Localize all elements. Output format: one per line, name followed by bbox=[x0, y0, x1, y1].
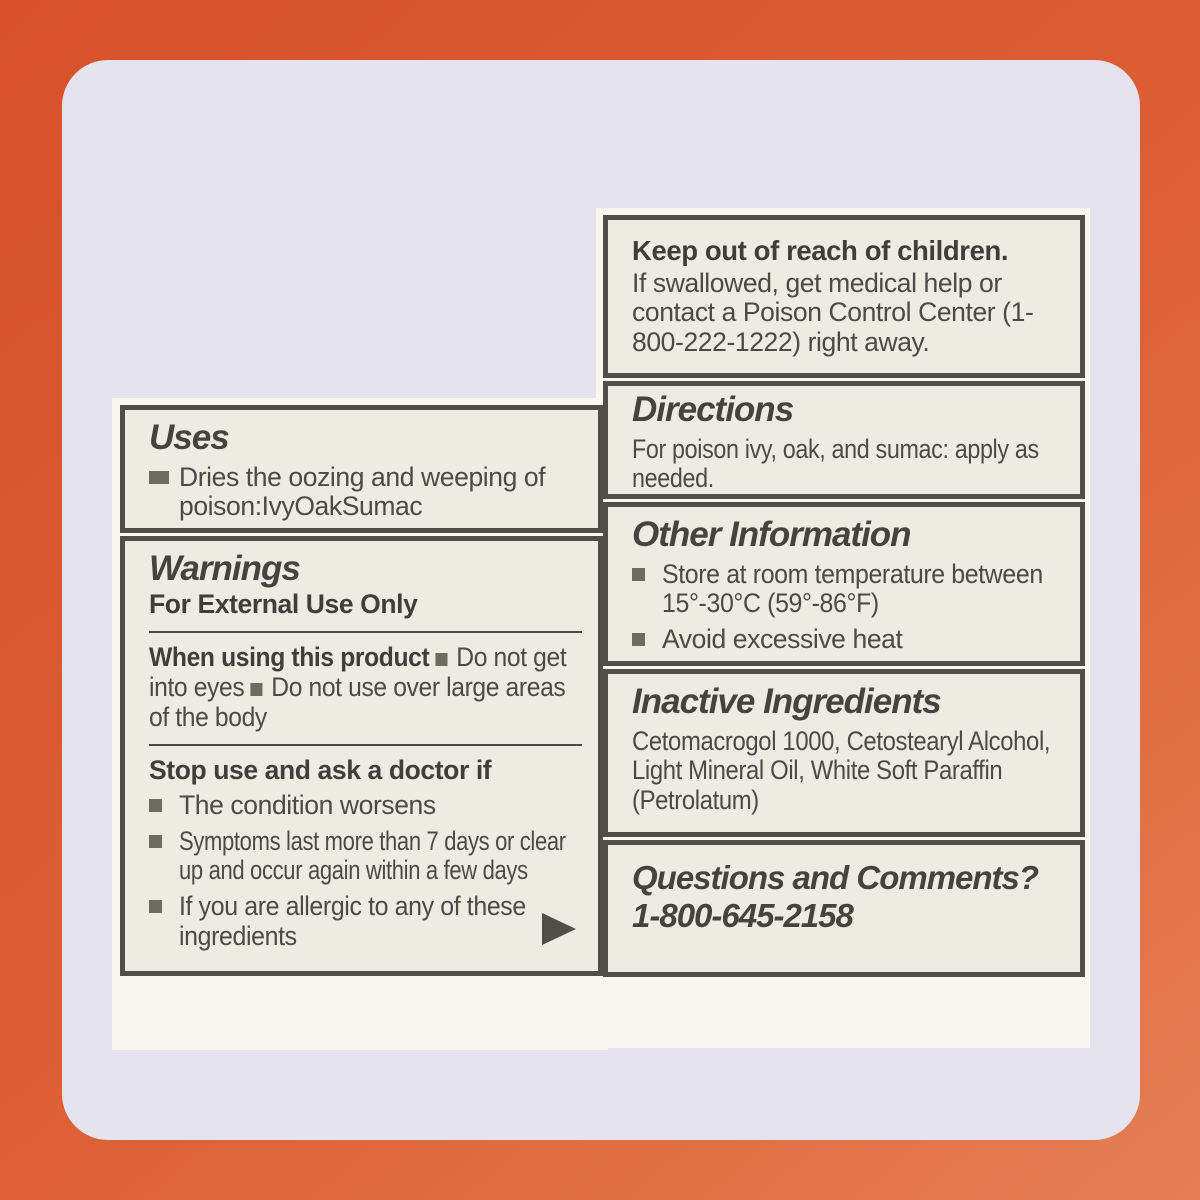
section-keep-out-of-reach bbox=[603, 215, 1085, 378]
stop-use-item-text: If you are allergic to any of these ingredients bbox=[179, 891, 526, 951]
when-using-item: Do not use over large areas of the body bbox=[149, 672, 566, 732]
section-warnings bbox=[120, 536, 603, 976]
continue-arrow-icon bbox=[542, 913, 576, 945]
bullet-square-icon bbox=[632, 568, 645, 581]
stop-use-item bbox=[149, 892, 582, 951]
section-questions-comments bbox=[603, 840, 1085, 977]
directions-heading: Directions bbox=[632, 390, 794, 429]
warnings-heading: Warnings bbox=[149, 549, 300, 588]
uses-heading: Uses bbox=[149, 418, 229, 457]
bullet-square-icon bbox=[251, 683, 263, 696]
uses-bullet-text: Dries the oozing and weeping of poison: bbox=[179, 461, 546, 522]
uses-variant: Oak bbox=[294, 491, 342, 522]
other-information-item bbox=[632, 560, 1064, 619]
other-information-heading: Other Information bbox=[632, 515, 911, 554]
bullet-square-icon bbox=[149, 835, 162, 848]
bullet-square-icon bbox=[632, 633, 645, 646]
keep-out-title: Keep out of reach of children. bbox=[632, 235, 1009, 266]
section-other-information bbox=[603, 502, 1085, 666]
label-right-panel bbox=[603, 215, 1085, 977]
stop-use-item-text: The condition worsens bbox=[179, 790, 436, 821]
stop-use-label: Stop use and ask a doctor if bbox=[149, 755, 492, 786]
bullet-square-icon bbox=[149, 900, 162, 913]
questions-phone-number: 1-800-645-2158 bbox=[632, 897, 853, 935]
inactive-ingredients-heading: Inactive Ingredients bbox=[632, 682, 941, 721]
questions-heading: Questions and Comments? bbox=[632, 859, 1039, 896]
stop-use-item bbox=[149, 827, 582, 886]
when-using-paragraph bbox=[149, 643, 582, 732]
section-uses bbox=[120, 405, 603, 533]
external-use-text: For External Use Only bbox=[149, 588, 418, 619]
other-information-item-text: Avoid excessive heat bbox=[662, 624, 903, 655]
section-inactive-ingredients bbox=[603, 669, 1085, 837]
section-directions bbox=[603, 381, 1085, 499]
when-using-item: Do not get into eyes bbox=[149, 642, 567, 703]
uses-variant: Ivy bbox=[261, 491, 295, 522]
divider bbox=[149, 744, 582, 746]
uses-variant: Sumac bbox=[341, 491, 423, 522]
bullet-square-icon bbox=[149, 799, 162, 812]
when-using-label: When using this product bbox=[149, 642, 430, 673]
directions-body: For poison ivy, oak, and sumac: apply as needed. bbox=[632, 433, 1039, 494]
label-left-panel bbox=[120, 405, 603, 976]
bullet-square-icon bbox=[436, 653, 448, 666]
keep-out-body: If swallowed, get medical help or contact a Poison Control Center (1-800-222-1222) right away. bbox=[632, 267, 1034, 358]
inactive-ingredients-body: Cetomacrogol 1000, Cetostearyl Alcohol, Light Mineral Oil, White Soft Paraffin (Petrolatum) bbox=[632, 725, 1051, 816]
other-information-item-text: Store at room temperature between 15°-30°C (59°-86°F) bbox=[662, 558, 1043, 619]
bullet-square-icon bbox=[156, 471, 169, 484]
product-image-card bbox=[62, 60, 1140, 1140]
stop-use-item-text: Symptoms last more than 7 days or clear up and occur again within a few days bbox=[179, 825, 566, 886]
stop-use-item bbox=[149, 791, 582, 821]
other-information-item bbox=[632, 625, 1064, 655]
divider bbox=[149, 631, 582, 633]
uses-bullet-item bbox=[149, 463, 582, 522]
